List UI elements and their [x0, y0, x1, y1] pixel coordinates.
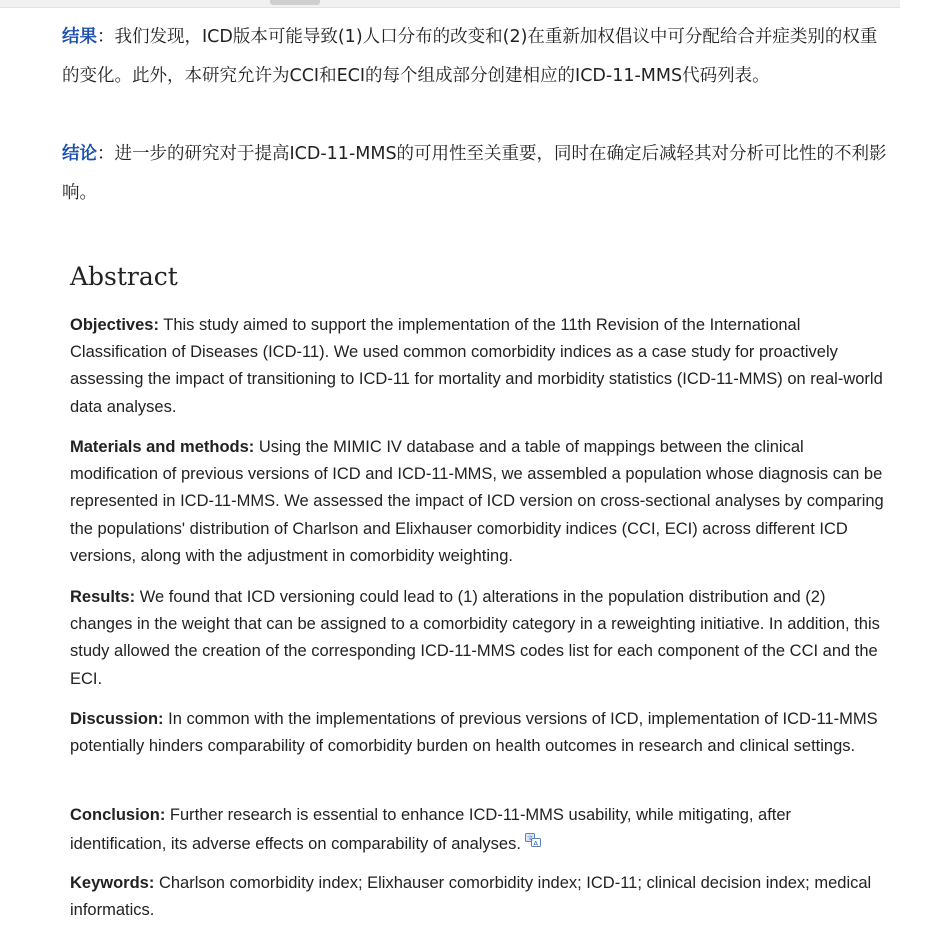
discussion-paragraph [70, 706, 890, 760]
chinese-results-label: 结果 [62, 27, 97, 47]
methods-paragraph [70, 434, 890, 570]
results-text: We found that ICD versioning could lead to (1) alterations in the population distribution and (2) changes in the weight that can be assigned to a comorbidity category in a reweighting initiative. In addition, this study allowed the creation of the corresponding ICD-11-MMS codes list for each component of the CCI and the ECI. [70, 588, 880, 688]
translate-icon[interactable] [525, 829, 541, 848]
discussion-text: In common with the implementations of previous versions of ICD, implementation of ICD-11-MMS potentially hinders comparability of comorbidity burden on health outcomes in research and clinical settings. [70, 710, 878, 756]
abstract-heading: Abstract [70, 262, 178, 291]
results-label: Results: [70, 588, 136, 606]
keywords-text: Charlson comorbidity index; Elixhauser comorbidity index; ICD-11; clinical decision index; medical informatics. [70, 874, 872, 920]
conclusion-label: Conclusion: [70, 806, 166, 824]
methods-label: Materials and methods: [70, 438, 255, 456]
discussion-label: Discussion: [70, 710, 164, 728]
chinese-conclusion-text: ：进一步的研究对于提高ICD-11-MMS的可用性至关重要，同时在确定后减轻其对分析可比性的不利影响。 [62, 144, 887, 203]
toolbar-tab-fragment [270, 0, 320, 5]
chinese-conclusion-paragraph [62, 135, 892, 213]
top-toolbar-strip [0, 0, 900, 8]
keywords-paragraph [70, 870, 890, 924]
objectives-text: This study aimed to support the implementation of the 11th Revision of the International Classification of Diseases (ICD-11). We used common comorbidity indices as a case study for proactively assessing the impact of transitioning to ICD-11 for mortality and morbidity statistics (ICD-11-MMS) on real-world data analyses. [70, 316, 883, 416]
results-paragraph [70, 584, 890, 693]
chinese-conclusion-label: 结论 [62, 144, 97, 164]
conclusion-text: Further research is essential to enhance ICD-11-MMS usability, while mitigating, after identification, its adverse effects on comparability of analyses. [70, 806, 792, 854]
chinese-results-paragraph [62, 18, 892, 96]
keywords-label: Keywords: [70, 874, 155, 892]
methods-text: Using the MIMIC IV database and a table of mappings between the clinical modification of previous versions of ICD and ICD-11-MMS, we assembled a population whose diagnosis can be represented in ICD-11-MMS. We assessed the impact of ICD version on cross-sectional analyses by comparing the populations' distribution of Charlson and Elixhauser comorbidity indices (CCI, ECI) across different ICD versions, along with the adjustment in comorbidity weighting. [70, 438, 884, 565]
conclusion-paragraph [70, 802, 890, 858]
svg-text:A: A [533, 839, 538, 848]
objectives-paragraph [70, 312, 890, 421]
objectives-label: Objectives: [70, 316, 159, 334]
svg-text:文: 文 [526, 835, 533, 843]
chinese-results-text: ：我们发现，ICD版本可能导致(1)人口分布的改变和(2)在重新加权倡议中可分配给合并症类别的权重的变化。此外，本研究允许为CCI和ECI的每个组成部分创建相应的ICD-11-MMS代码列表。 [62, 27, 878, 86]
